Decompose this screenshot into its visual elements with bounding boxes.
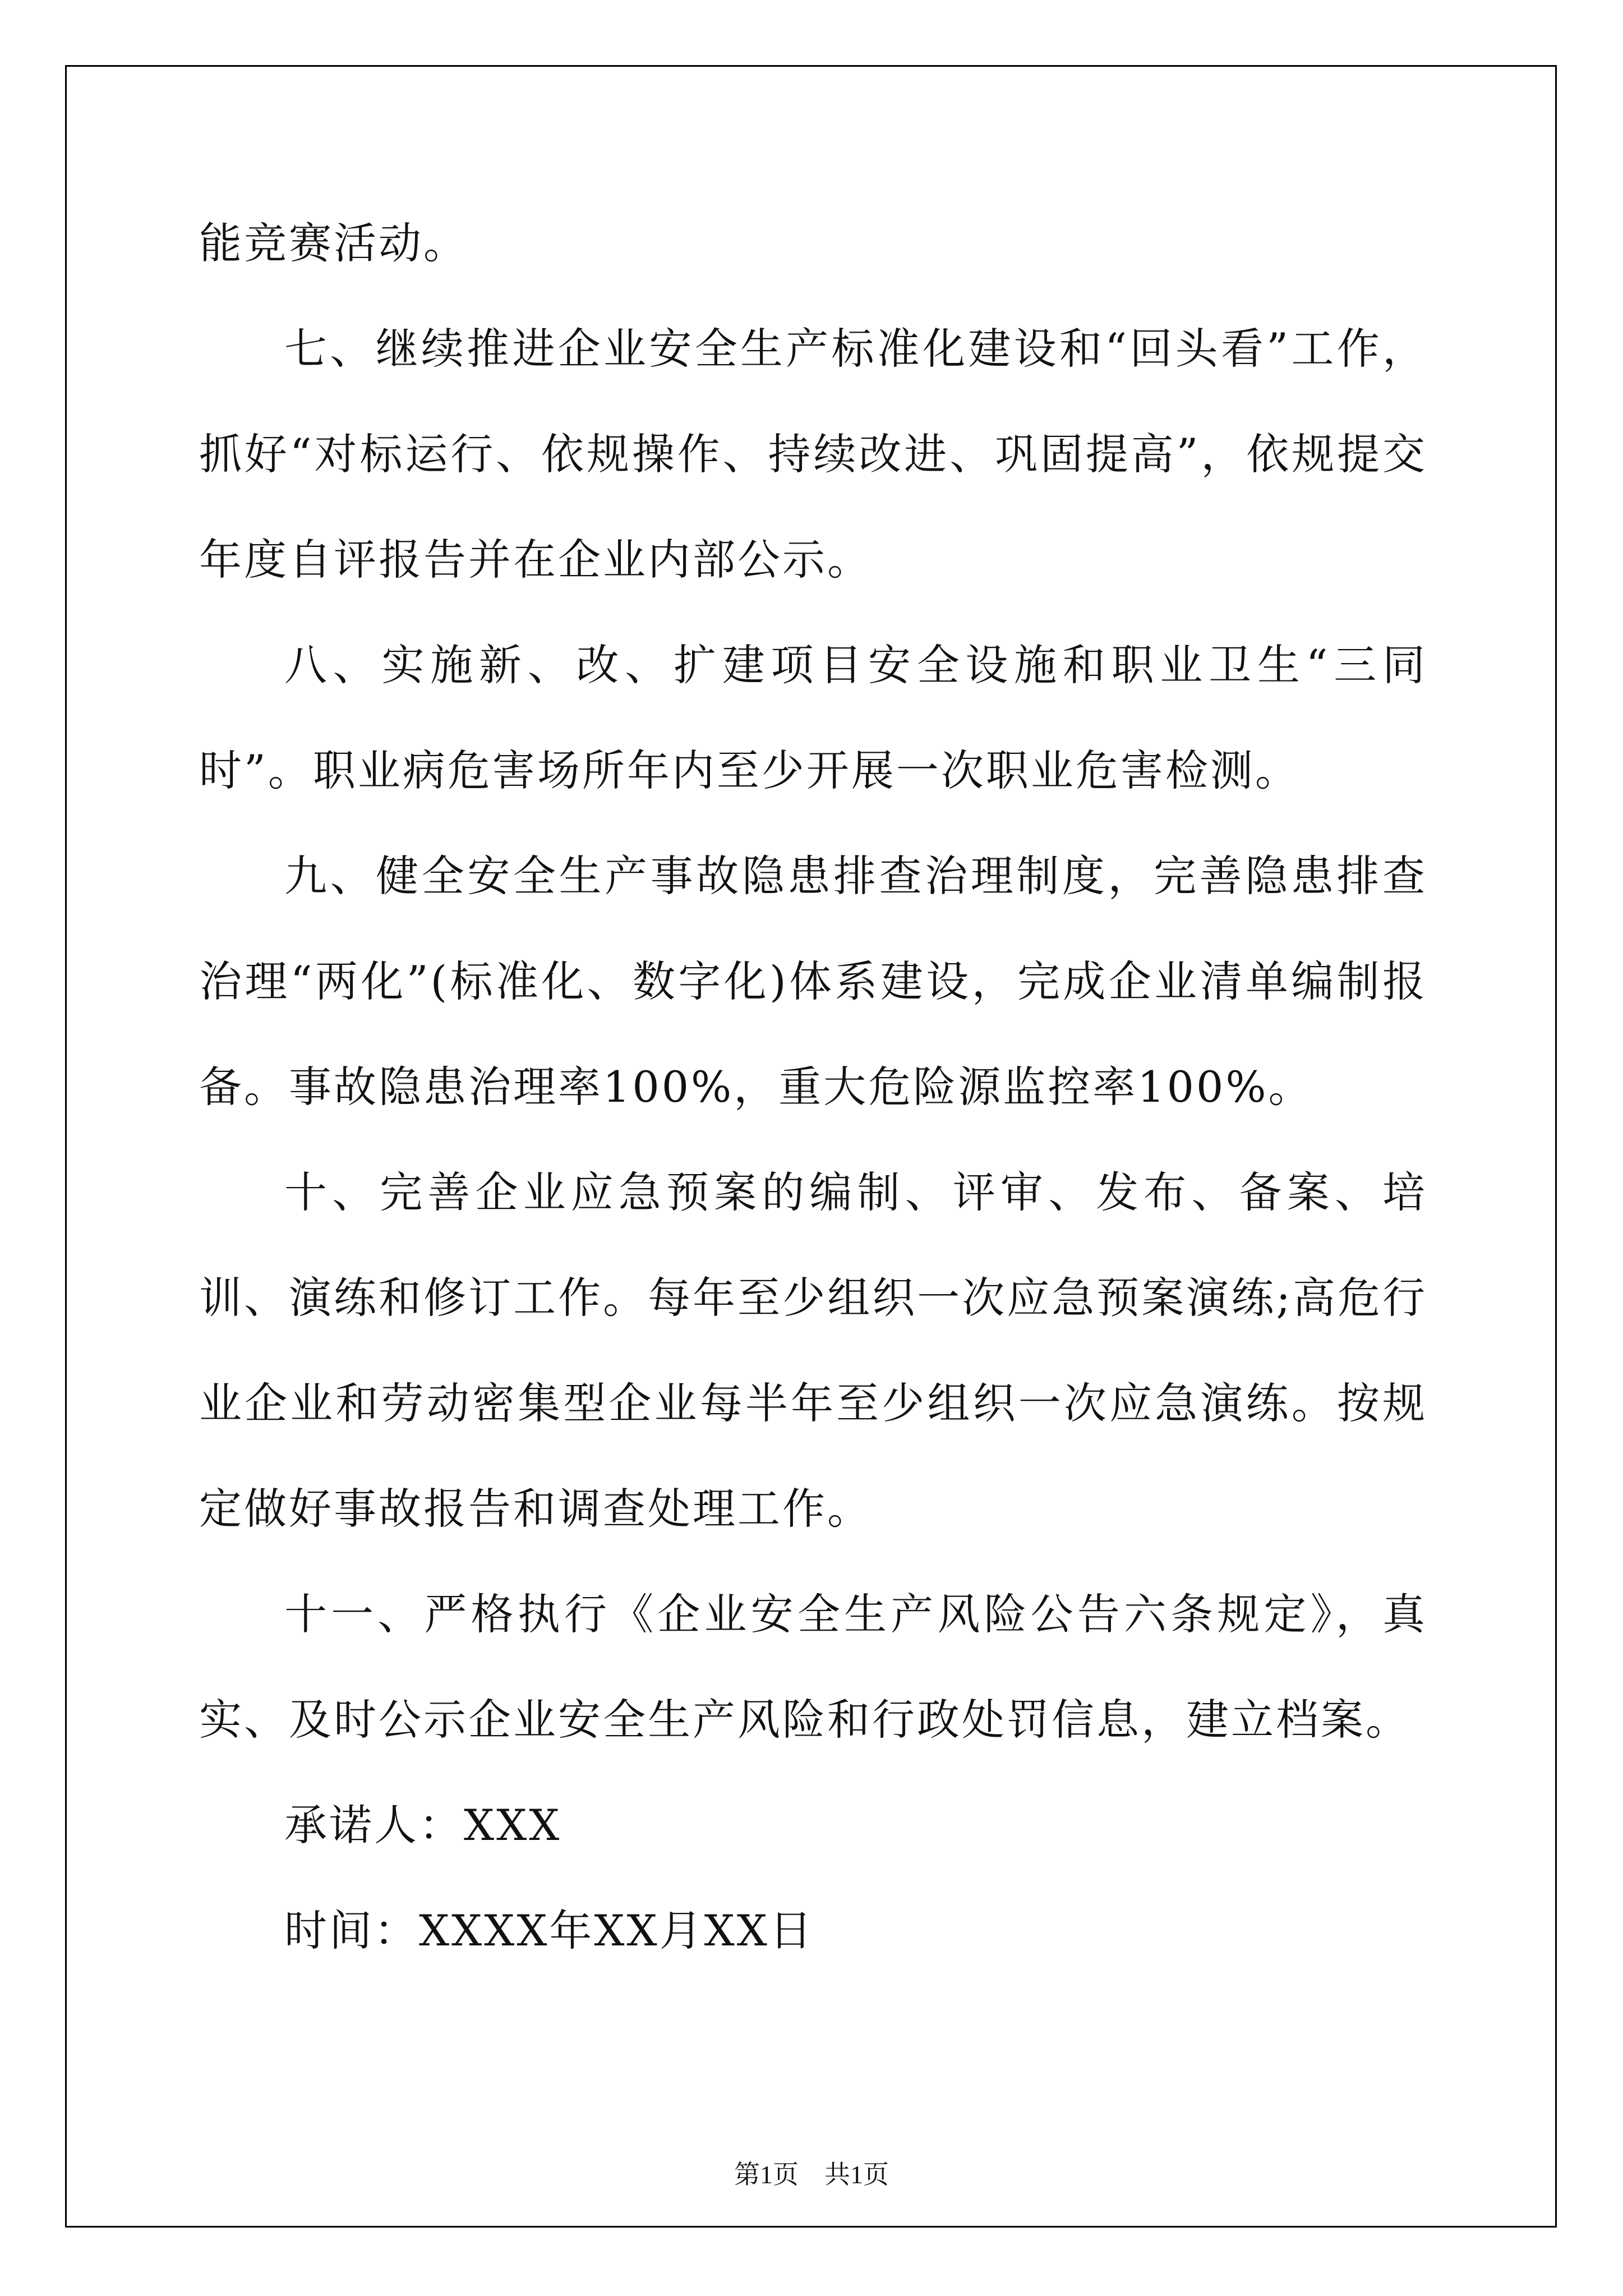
paragraph-item-11: 十一、严格执行《企业安全生产风险公告六条规定》，真实、及时公示企业安全生产风险和行政处罚信息，建立档案。 <box>199 1589 1427 1745</box>
document-body <box>199 191 1427 1984</box>
paragraph-continuation: 能竞赛活动。 <box>199 218 468 268</box>
paragraph-item-8: 八、实施新、改、扩建项目安全设施和职业卫生“三同时”。职业病危害场所年内至少开展一次职业危害检测。 <box>199 640 1427 795</box>
paragraph-item-9: 九、健全安全生产事故隐患排查治理制度，完善隐患排查治理“两化”(标准化、数字化)体系建设，完成企业清单编制报备。事故隐患治理率100%，重大危险源监控率100%。 <box>199 851 1427 1112</box>
page-footer: 第1页 共1页 <box>734 2160 889 2189</box>
paragraph-item-10: 十、完善企业应急预案的编制、评审、发布、备案、培训、演练和修订工作。每年至少组织一次应急预案演练;高危行业企业和劳动密集型企业每半年至少组织一次应急演练。按规定做好事故报告和调查处理工作。 <box>199 1167 1427 1534</box>
signer-line: 承诺人：XXX <box>284 1800 562 1850</box>
paragraph-item-7: 七、继续推进企业安全生产标准化建设和“回头看”工作，抓好“对标运行、依规操作、持续改进、巩固提高”，依规提交年度自评报告并在企业内部公示。 <box>199 324 1427 585</box>
date-line: 时间：XXXX年XX月XX日 <box>284 1906 814 1955</box>
